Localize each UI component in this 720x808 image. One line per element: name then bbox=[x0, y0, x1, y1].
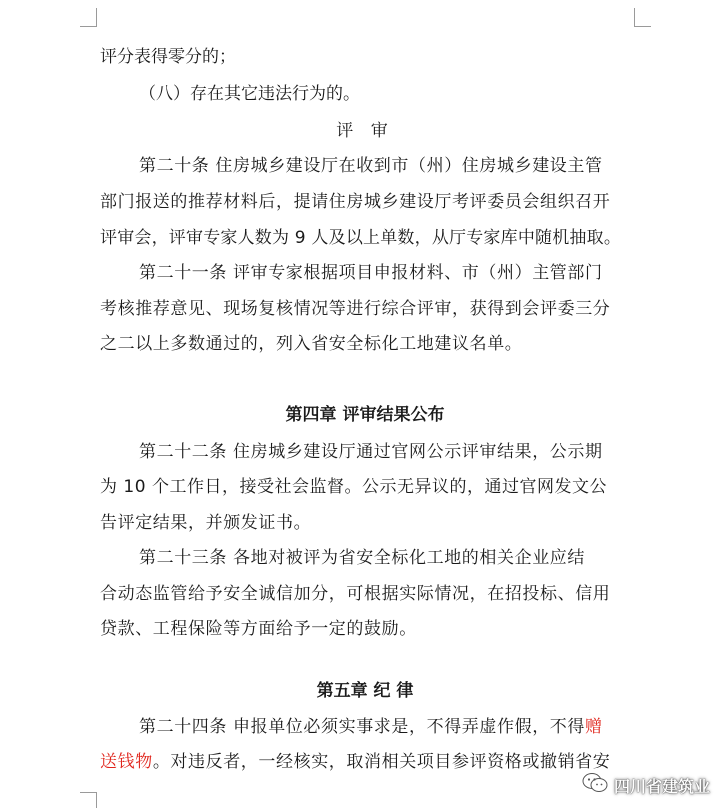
heading-text: 评 审 bbox=[336, 121, 394, 141]
section-heading bbox=[100, 120, 630, 142]
line-text: 合动态监管给予安全诚信加分，可根据实际情况，在招投标、信用 bbox=[100, 584, 611, 604]
line-text: 贷款、工程保险等方面给予一定的鼓励。 bbox=[100, 619, 417, 639]
line-text: 。对违反者，一经核实，取消相关项目参评资格或撤销省安 bbox=[152, 752, 611, 772]
article-24-line-2 bbox=[100, 751, 610, 773]
article-22-line-2 bbox=[100, 476, 607, 498]
corner-mark-bottom-left-v bbox=[96, 792, 97, 808]
line-text: 告评定结果，并颁发证书。 bbox=[100, 513, 312, 533]
corner-mark-top-left-h bbox=[80, 26, 97, 27]
line-text: 之二以上多数通过的，列入省安全标化工地建议名单。 bbox=[100, 334, 523, 354]
chapter-4-heading bbox=[100, 404, 630, 426]
body-line bbox=[100, 46, 236, 68]
line-text: 评分表得零分的； bbox=[100, 47, 236, 67]
line-text: 第二十一条 评审专家根据项目申报材料、市（州）主管部门 bbox=[139, 263, 603, 283]
list-item bbox=[139, 83, 360, 105]
highlight-text: 赠 bbox=[585, 717, 603, 737]
article-20-line-3 bbox=[100, 227, 621, 249]
article-24-line-1 bbox=[139, 716, 603, 738]
corner-mark-bottom-left-h bbox=[80, 792, 97, 793]
line-text: 第二十三条 各地对被评为省安全标化工地的相关企业应结 bbox=[139, 548, 586, 568]
article-22-line-1 bbox=[139, 441, 603, 463]
article-20-line-2 bbox=[100, 191, 610, 213]
article-23-line-3 bbox=[100, 618, 417, 640]
chapter-5-heading bbox=[100, 680, 630, 702]
highlight-text: 送钱物 bbox=[100, 752, 153, 772]
line-text: （八）存在其它违法行为的。 bbox=[139, 84, 360, 104]
line-text: 第二十二条 住房城乡建设厅通过官网公示评审结果，公示期 bbox=[139, 442, 603, 462]
corner-mark-top-right-h bbox=[634, 26, 651, 27]
line-text: 考核推荐意见、现场复核情况等进行综合评审，获得到会评委三分 bbox=[100, 299, 611, 319]
article-23-line-1 bbox=[139, 547, 585, 569]
line-text: 为 10 个工作日，接受社会监督。公示无异议的，通过官网发文公 bbox=[100, 477, 607, 497]
line-text: 评审会，评审专家人数为 9 人及以上单数，从厅专家库中随机抽取。 bbox=[100, 228, 622, 248]
article-20-line-1 bbox=[139, 155, 603, 177]
line-text: 第二十四条 申报单位必须实事求是，不得弄虚作假，不得 bbox=[139, 717, 586, 737]
line-text: 第二十条 住房城乡建设厅在收到市（州）住房城乡建设主管 bbox=[139, 156, 603, 176]
watermark bbox=[582, 770, 710, 800]
line-text: 部门报送的推荐材料后，提请住房城乡建设厅考评委员会组织召开 bbox=[100, 192, 611, 212]
heading-text: 第五章 纪 律 bbox=[316, 681, 414, 701]
corner-mark-top-left-v bbox=[96, 8, 97, 26]
wechat-icon bbox=[582, 772, 608, 798]
article-22-line-3 bbox=[100, 512, 311, 534]
article-21-line-3 bbox=[100, 333, 522, 355]
article-23-line-2 bbox=[100, 583, 610, 605]
article-21-line-1 bbox=[139, 262, 603, 284]
corner-mark-top-right-v bbox=[634, 8, 635, 26]
heading-text: 第四章 评审结果公布 bbox=[285, 405, 445, 425]
watermark-text: 四川省建筑业 bbox=[613, 776, 710, 796]
article-21-line-2 bbox=[100, 298, 610, 320]
